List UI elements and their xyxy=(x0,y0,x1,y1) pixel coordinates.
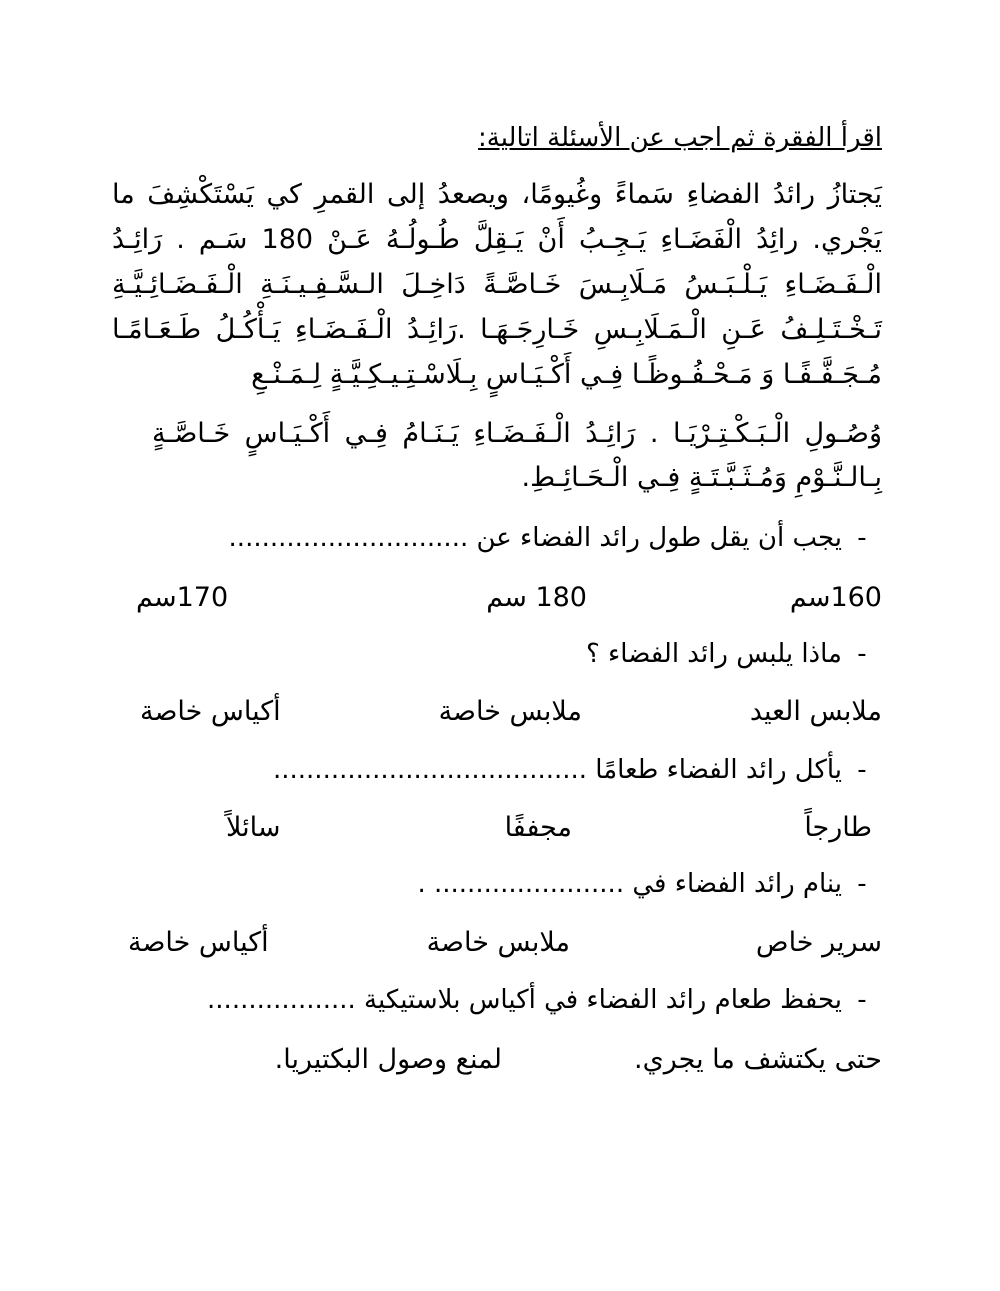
option-1-a[interactable]: 160سم xyxy=(789,582,882,613)
option-1-c[interactable]: 170سم xyxy=(136,582,229,613)
options-2 xyxy=(118,692,882,732)
options-4 xyxy=(118,923,882,963)
reading-paragraph-1: يَجتازُ رائدُ الفضاءِ سَماءً وغُيومًا، ويصعدُ إلى القمرِ كي يَسْتَكْشِفَ ما يَجْري. رائِدُ الْفَضَـاءِ يَـجِـبُ أَنْ يَـقِلَّ طُـولُـهُ عَـنْ 180 سَـم . رَائِـدُ الْـفَـضَـاءِ يَـلْـبَـسُ مَـلَابِـسَ خَـاصَّـةً دَاخِـلَ الـسَّـفِـيـنَـةِ الْـفَـضَـائِـيَّـةِ تَـخْـتَـلِـفُ عَـنِ الْـمَـلَابِـسِ خَـارِجَـهَـا .رَائِـدُ الْـفَـضَـاءِ يَـأْكُـلُ طَـعَـامًـا مُـجَـفَّـفًـا وَ مَـحْـفُـوظًـا فِـي أَكْـيَـاسٍ بِـلَاسْـتِـيـكِـيَّـةٍ لِـمَـنْـعِ xyxy=(112,179,882,390)
option-4-b[interactable]: ملابس خاصة xyxy=(426,927,570,958)
question-4 xyxy=(122,866,882,902)
question-bullet: - xyxy=(857,523,867,553)
option-3-a[interactable]: طارجاً xyxy=(804,812,872,843)
instruction-title xyxy=(122,118,882,158)
options-1 xyxy=(118,578,882,618)
reading-paragraph-2: وُصُـولِ الْـبَـكْـتِـرْيَـا . رَائِـدُ الْـفَـضَـاءِ يَـنَـامُ فِـي أَكْـيَـاسٍ خَـاصَّـةٍ بِـالـنَّـوْمِ وَمُـثَـبَّـتَـةٍ فِـي الْـحَـائِـطِ. xyxy=(152,418,882,493)
option-3-c[interactable]: سائلاً xyxy=(226,812,281,843)
question-bullet: - xyxy=(857,639,867,669)
instruction-title-text: اقرأ الفقرة ثم اجب عن الأسئلة اتالية: xyxy=(478,123,882,153)
option-4-c[interactable]: أكياس خاصة xyxy=(128,927,269,958)
option-2-a[interactable]: ملابس العيد xyxy=(749,696,882,727)
question-5-text: يحفظ طعام رائد الفضاء في أكياس بلاستيكية .................. xyxy=(207,985,842,1015)
question-bullet: - xyxy=(857,755,867,785)
option-2-b[interactable]: ملابس خاصة xyxy=(438,696,582,727)
option-5-b[interactable]: لمنع وصول البكتيريا. xyxy=(274,1044,502,1075)
question-bullet: - xyxy=(857,869,867,899)
question-2-text: ماذا يلبس رائد الفضاء ؟ xyxy=(585,639,842,669)
question-1-text: يجب أن يقل طول رائد الفضاء عن ............................. xyxy=(228,523,842,553)
option-3-b[interactable]: مجففًا xyxy=(504,812,572,843)
question-3 xyxy=(122,752,882,788)
question-bullet: - xyxy=(857,985,867,1015)
question-4-text: ينام رائد الفضاء في ....................... . xyxy=(417,869,842,899)
question-2 xyxy=(122,636,882,672)
options-3 xyxy=(118,808,882,848)
option-5-a[interactable]: حتى يكتشف ما يجري. xyxy=(634,1044,882,1075)
option-2-c[interactable]: أكياس خاصة xyxy=(140,696,281,727)
question-3-text: يأكل رائد الفضاء طعامًا ...................................... xyxy=(272,755,842,785)
question-5 xyxy=(122,982,882,1018)
option-1-b[interactable]: 180 سم xyxy=(486,582,587,613)
options-5 xyxy=(118,1040,882,1080)
option-4-a[interactable]: سرير خاص xyxy=(755,927,882,958)
question-1 xyxy=(122,520,882,556)
